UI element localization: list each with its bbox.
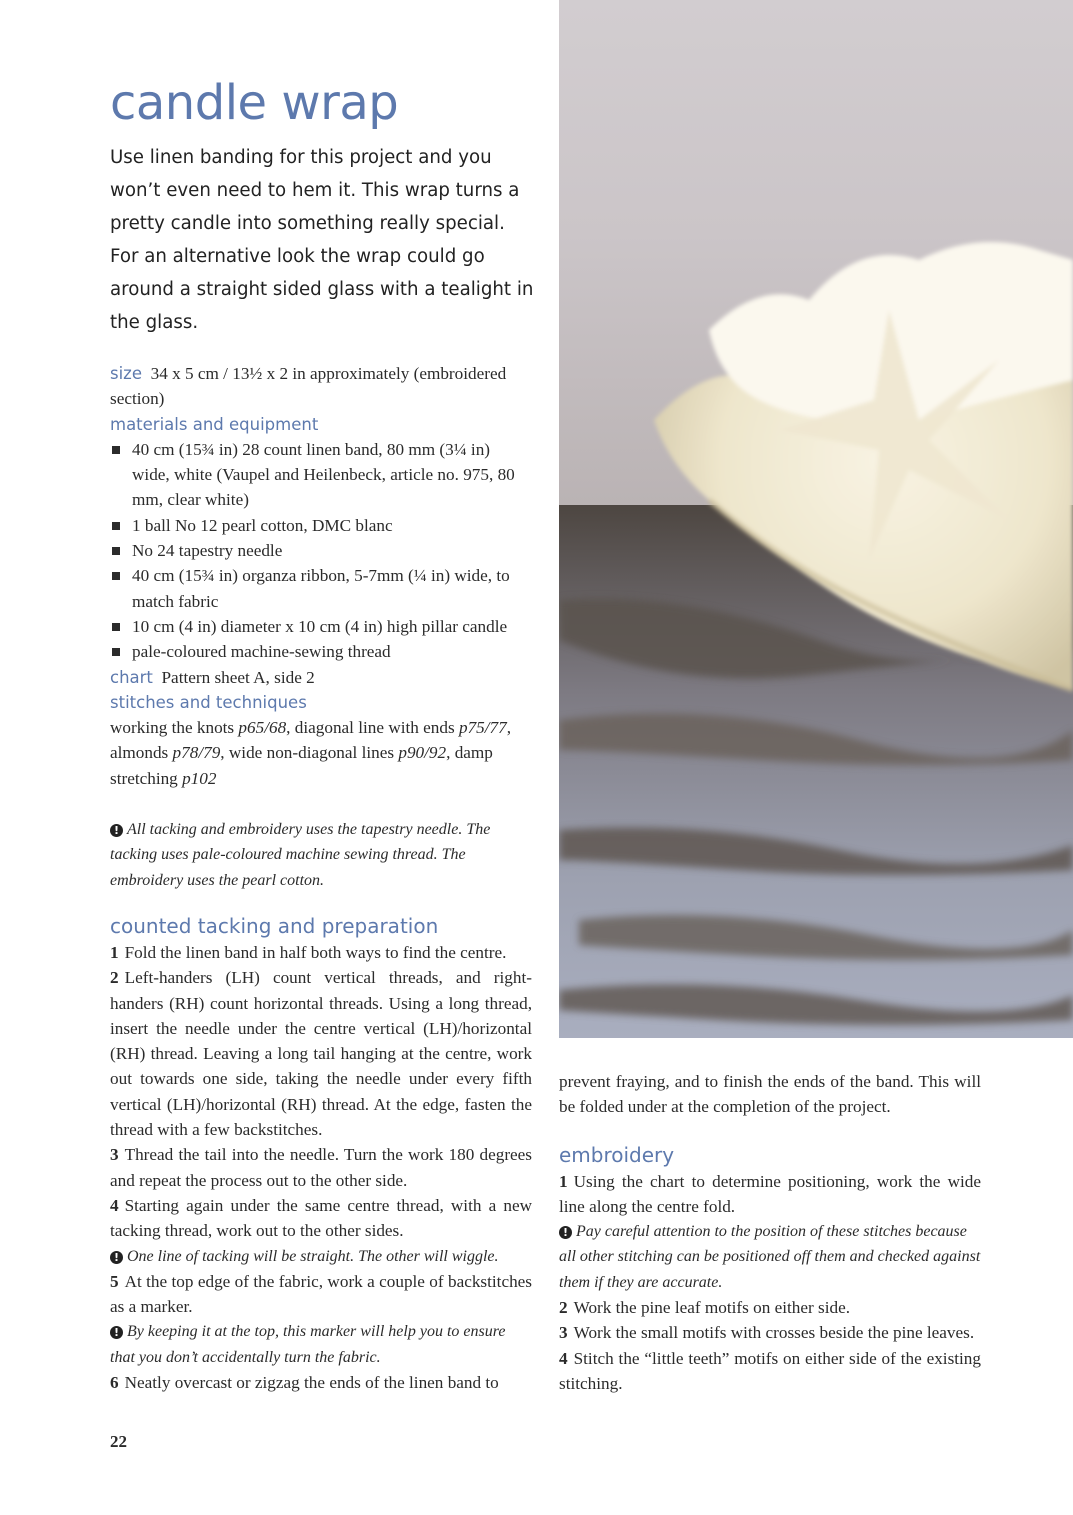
page-number: 22 xyxy=(110,1432,127,1451)
page-title: candle wrap xyxy=(110,75,399,131)
warning-icon: ! xyxy=(110,1251,123,1264)
size-value: 34 x 5 cm / 13½ x 2 in approximately (embroidered section) xyxy=(110,364,507,409)
warning-icon: ! xyxy=(110,1326,123,1339)
materials-list xyxy=(110,437,532,665)
list-item: 10 cm (4 in) diameter x 10 cm (4 in) high pillar candle xyxy=(110,614,532,639)
embroidery-step-1: 1 Using the chart to determine positioning, work the wide line along the centre fold. xyxy=(559,1171,981,1216)
intro-paragraph: Use linen banding for this project and you won’t even need to hem it. This wrap turns a pretty candle into something really special. For an alternative look the wrap could go around a straight sided glass with a tealight in the glass. xyxy=(110,147,534,333)
bullet-icon xyxy=(112,572,120,580)
tacking-step-6: 6 Neatly overcast or zigzag the ends of the linen band to xyxy=(110,1372,499,1392)
tacking-step-1: 1 Fold the linen band in half both ways to find the centre. xyxy=(110,942,507,962)
embroidery-step-4: 4 Stitch the “little teeth” motifs on either side of the existing stitching. xyxy=(559,1348,981,1393)
stitches-heading: stitches and techniques xyxy=(110,692,307,712)
tacking-step-5: 5 At the top edge of the fabric, work a couple of backstitches as a marker. xyxy=(110,1271,532,1317)
chart-line xyxy=(110,665,532,690)
needle-note: ! All tacking and embroidery uses the tapestry needle. The tacking uses pale-coloured machine sewing thread. The embroidery uses the pearl cotton. xyxy=(110,821,491,889)
materials-heading: materials and equipment xyxy=(110,414,319,434)
bullet-icon xyxy=(112,522,120,530)
bullet-icon xyxy=(112,446,120,454)
embroidery-note: ! Pay careful attention to the position of these stitches because all other stitching can be positioned off them and checked against them if they are accurate. xyxy=(559,1223,981,1291)
embroidery-step-3: 3 Work the small motifs with crosses beside the pine leaves. xyxy=(559,1323,975,1343)
warning-icon: ! xyxy=(559,1226,572,1239)
tacking-step-4: 4 Starting again under the same centre thread, with a new tacking thread, work out to the other sides. xyxy=(110,1195,532,1241)
stitches-text: working the knots p65/68, diagonal line with ends p75/77, almonds p78/79, wide non-diagonal lines p90/92, damp stretching p102 xyxy=(110,718,512,788)
bullet-icon xyxy=(112,648,120,656)
warning-icon: ! xyxy=(110,824,123,837)
tacking-step-3: 3 Thread the tail into the needle. Turn the work 180 degrees and repeat the process out to the other side. xyxy=(110,1145,532,1190)
shell-photo xyxy=(559,0,1073,1038)
chart-value: Pattern sheet A, side 2 xyxy=(161,667,315,687)
list-item: 40 cm (15¾ in) 28 count linen band, 80 mm (3¼ in) wide, white (Vaupel and Heilenbeck, article no. 975, 80 mm, clear white) xyxy=(110,437,532,513)
list-item: pale-coloured machine-sewing thread xyxy=(110,639,532,664)
tacking-heading: counted tacking and preparation xyxy=(110,913,439,938)
size-line xyxy=(110,361,532,412)
tacking-note-1: ! One line of tacking will be straight. The other will wiggle. xyxy=(110,1244,532,1269)
tacking-step-2: 2 Left-handers (LH) count vertical threads, and right-handers (RH) count horizontal threads. Using a long thread, insert the needle under the centre vertical (LH)/horizontal (RH) thread. Leaving a long tail hanging at the centre, work out towards one side, taking the needle under every fifth vertical (LH)/horizontal (RH) thread. At the edge, fasten the thread with a few backstitches. xyxy=(110,968,532,1140)
bullet-icon xyxy=(112,623,120,631)
left-column xyxy=(110,361,532,1395)
chart-label: chart xyxy=(110,667,153,687)
bullet-icon xyxy=(112,547,120,555)
size-label: size xyxy=(110,364,142,383)
embroidery-step-2: 2 Work the pine leaf motifs on either side. xyxy=(559,1298,850,1318)
right-column xyxy=(559,1069,981,1396)
tacking-note-2: ! By keeping it at the top, this marker will help you to ensure that you don’t accidentally turn the fabric. xyxy=(110,1323,506,1366)
list-item: No 24 tapestry needle xyxy=(110,538,532,563)
list-item: 40 cm (15¾ in) organza ribbon, 5-7mm (¼ in) wide, to match fabric xyxy=(110,563,532,614)
tacking-step-6-continued: prevent fraying, and to finish the ends of the band. This will be folded under at the completion of the project. xyxy=(559,1072,981,1117)
embroidery-heading: embroidery xyxy=(559,1142,675,1167)
list-item: 1 ball No 12 pearl cotton, DMC blanc xyxy=(110,513,532,538)
